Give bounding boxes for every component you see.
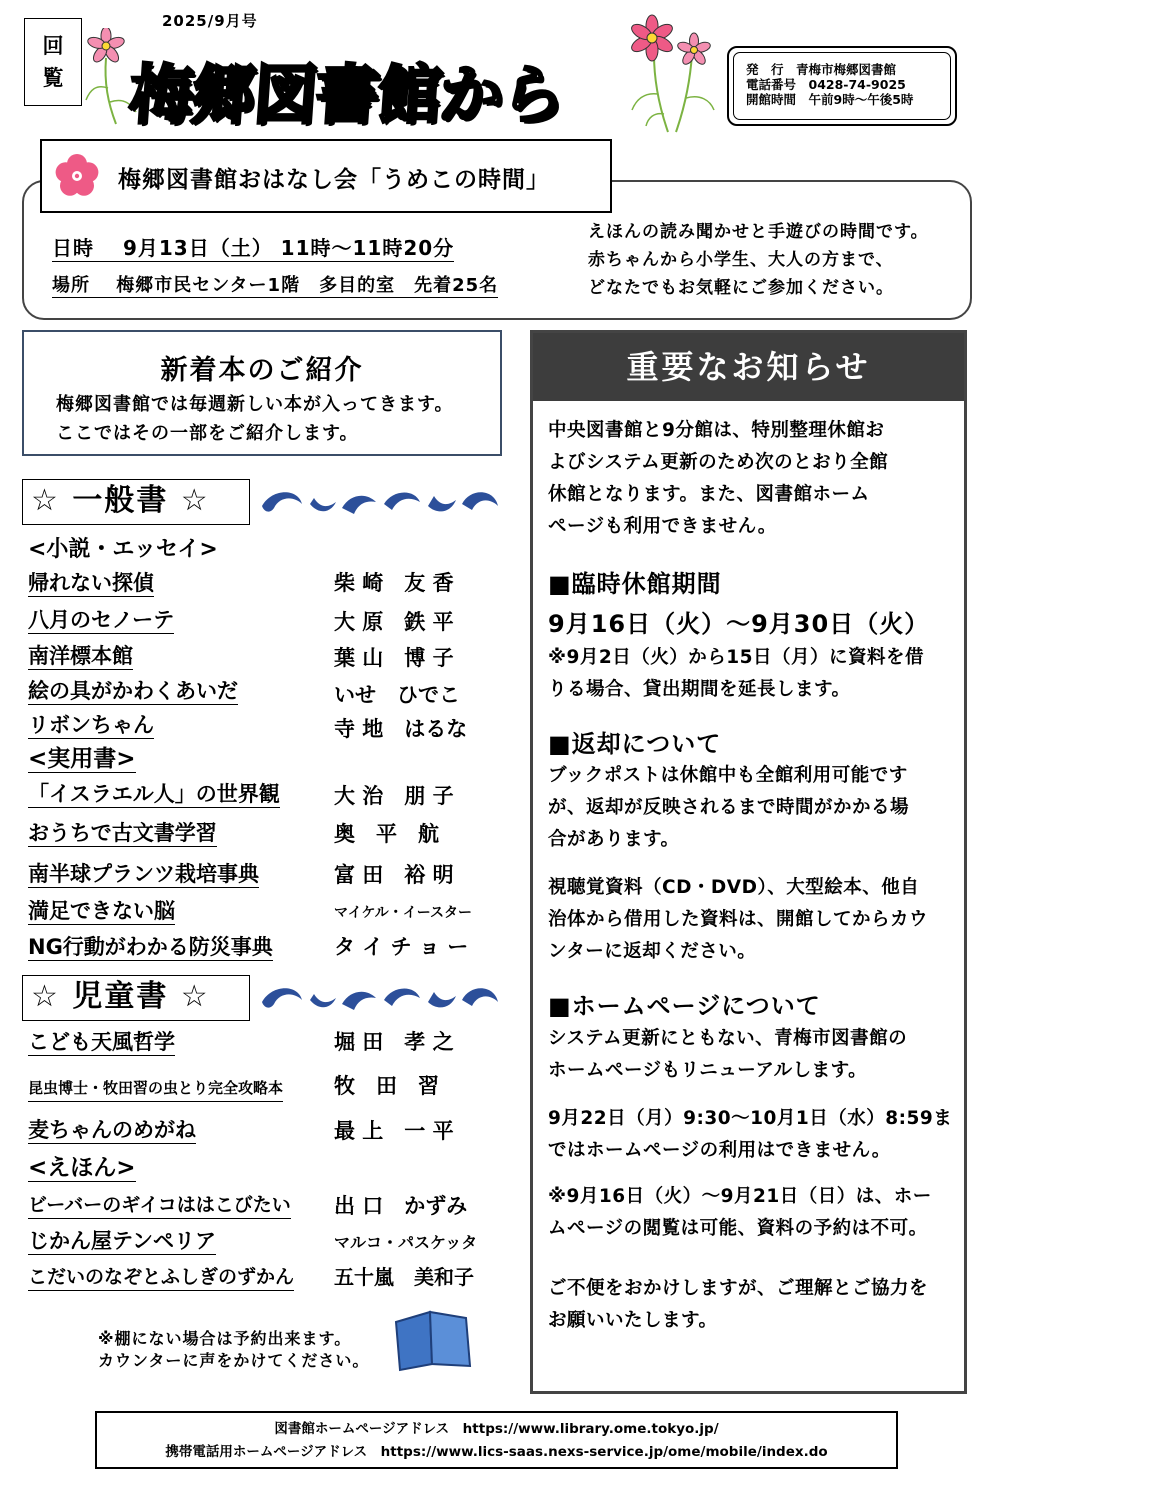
note-line: ※棚にない場合は予約出来ます。	[98, 1329, 352, 1348]
event-datetime: 日時 9月13日（土） 11時～11時20分	[52, 232, 454, 262]
publisher-info-box	[727, 46, 957, 126]
notice-line: ページも利用できません。	[548, 516, 777, 537]
notice-line: が、返却が反映されるまで時間がかかる場	[548, 797, 910, 818]
notice-line: ※9月2日（火）から15日（月）に資料を借	[548, 647, 924, 668]
cosmos-flower-right-illustration	[624, 14, 720, 134]
children-books-heading: ☆ 児童書 ☆	[22, 975, 250, 1021]
mobile-homepage-url[interactable]: 携帯電話用ホームページアドレス https://www.lics-saas.nexs-service.jp/ome/mobile/index.do	[165, 1444, 828, 1460]
book-author: 出 口 かずみ	[334, 1194, 468, 1218]
ornament-divider-icon	[258, 980, 502, 1020]
book-title: 満足できない脳	[28, 899, 175, 923]
notice-line: ムページの閲覧は可能、資料の予約は不可。	[548, 1218, 928, 1239]
book-author: 大 原 鉄 平	[334, 610, 454, 634]
event-desc-line: 赤ちゃんから小学生、大人の方まで、	[588, 250, 894, 270]
note-line: カウンターに声をかけてください。	[98, 1351, 370, 1370]
book-author: マルコ・パスケッタ	[334, 1233, 478, 1252]
notice-line: ではホームページの利用はできません。	[548, 1140, 891, 1161]
book-author: 寺 地 はるな	[334, 717, 468, 741]
return-paragraph-1	[548, 760, 909, 856]
new-books-box	[22, 330, 502, 456]
homepage-paragraph-1	[548, 1023, 907, 1087]
book-author: 柴 崎 友 香	[334, 571, 454, 595]
book-title: 昆虫博士・牧田習の虫とり完全攻略本	[28, 1075, 283, 1102]
book-title: 南半球プランツ栽培事典	[28, 862, 259, 886]
book-author: タ イ チ ョ ー	[334, 935, 469, 959]
event-place: 場所 梅郷市民センター1階 多目的室 先着25名	[52, 271, 498, 298]
homepage-paragraph-3	[548, 1181, 932, 1245]
notice-intro	[548, 415, 888, 543]
book-author: いせ ひでこ	[334, 683, 460, 707]
notice-line: 視聴覚資料（CD・DVD）、大型絵本、他自	[548, 877, 920, 898]
notice-line: システム更新にともない、青梅市図書館の	[548, 1028, 908, 1049]
book-title: こだいのなぞとふしぎのずかん	[28, 1264, 294, 1291]
notice-line: ブックポストは休館中も全館利用可能です	[548, 765, 908, 786]
book-title: NG行動がわかる防災事典	[28, 935, 273, 959]
book-title: 麦ちゃんのめがね	[28, 1118, 196, 1142]
footer-url-box	[95, 1411, 898, 1469]
notice-line: 中央図書館と9分館は、特別整理休館お	[548, 420, 885, 441]
book-title: リボンちゃん	[28, 713, 154, 737]
closure-heading: ■臨時休館期間	[548, 570, 722, 598]
book-author: 大 治 朋 子	[334, 784, 454, 808]
homepage-heading: ■ホームページについて	[548, 992, 821, 1020]
ornament-divider-icon	[258, 484, 502, 524]
event-desc-line: どなたでもお気軽にご参加ください。	[588, 278, 894, 298]
book-author: 最 上 一 平	[334, 1119, 454, 1143]
event-description	[588, 218, 929, 302]
ehon-category: <えほん>	[28, 1155, 136, 1181]
novel-category: <小説・エッセイ>	[28, 537, 218, 562]
closing-paragraph	[548, 1273, 928, 1337]
closure-dates: 9月16日（火）～9月30日（火）	[548, 610, 930, 638]
event-title-box	[40, 139, 612, 213]
kairan-char-1: 回	[42, 34, 64, 58]
book-title: 絵の具がかわくあいだ	[28, 679, 238, 703]
event-desc-line: えほんの読み聞かせと手遊びの時間です。	[588, 222, 929, 242]
open-book-icon	[390, 1308, 474, 1372]
notice-line: ホームページもリニューアルします。	[548, 1060, 868, 1081]
notice-line: ※9月16日（火）～9月21日（日）は、ホー	[548, 1186, 932, 1207]
book-title: おうちで古文書学習	[28, 821, 217, 845]
book-author: マイケル・イースター	[334, 905, 473, 921]
general-books-heading: ☆ 一般書 ☆	[22, 479, 250, 525]
notice-line: りる場合、貸出期間を延長します。	[548, 679, 851, 700]
newsletter-title: 梅郷図書館から	[126, 59, 567, 133]
book-title: 南洋標本館	[28, 644, 133, 668]
intro-line: 梅郷図書館では毎週新しい本が入ってきます。	[56, 394, 454, 415]
book-title: 帰れない探偵	[28, 571, 154, 595]
practical-category: <実用書>	[28, 746, 136, 772]
notice-line: よびシステム更新のため次のとおり全館	[548, 452, 889, 473]
book-author: 富 田 裕 明	[334, 863, 454, 887]
book-author: 堀 田 孝 之	[334, 1030, 454, 1054]
book-title: 「イスラエル人」の世界観	[28, 782, 280, 806]
notice-line: ご不便をおかけしますが、ご理解とご協力を	[548, 1278, 929, 1299]
return-paragraph-2	[548, 872, 928, 968]
homepage-url[interactable]: 図書館ホームページアドレス https://www.library.ome.tokyo.jp/	[274, 1421, 719, 1437]
publisher-line: 発 行 青梅市梅郷図書館	[746, 62, 897, 77]
book-author: 牧 田 習	[334, 1074, 439, 1098]
book-author: 奥 平 航	[334, 822, 439, 846]
notice-line: ンターに返却ください。	[548, 941, 757, 962]
notice-line: 9月22日（月）9:30～10月1日（水）8:59ま	[548, 1108, 953, 1129]
closure-note	[548, 642, 924, 706]
book-title: じかん屋テンペリア	[28, 1229, 216, 1253]
notice-line: 合があります。	[548, 829, 680, 850]
homepage-paragraph-2	[548, 1103, 952, 1167]
hours-line: 開館時間 午前9時～午後5時	[746, 92, 914, 107]
book-author: 五十嵐 美和子	[334, 1265, 474, 1289]
reservation-note	[98, 1328, 369, 1372]
event-title: 梅郷図書館おはなし会「うめこの時間」	[118, 167, 550, 193]
notice-line: 治体から借用した資料は、開館してからカウ	[548, 909, 929, 930]
book-title: こども天風哲学	[28, 1030, 175, 1054]
intro-line: ここではその一部をご紹介します。	[56, 423, 359, 444]
new-books-intro	[56, 390, 454, 448]
book-title: 八月のセノーテ	[28, 608, 175, 632]
plum-blossom-icon	[52, 151, 102, 201]
notice-line: お願いいたします。	[548, 1310, 718, 1331]
return-heading: ■返却について	[548, 730, 722, 758]
kairan-box	[24, 18, 82, 106]
notice-heading: 重要なお知らせ	[533, 333, 964, 401]
book-title: ビーバーのギイコははこびたい	[28, 1192, 291, 1219]
phone-line: 電話番号 0428-74-9025	[746, 77, 906, 92]
issue-label: 2025/9月号	[162, 12, 258, 30]
kairan-char-2: 覧	[42, 66, 64, 90]
book-author: 葉 山 博 子	[334, 646, 454, 670]
new-books-heading: 新着本のご紹介	[160, 355, 364, 386]
notice-line: 休館となります。また、図書館ホーム	[548, 484, 870, 505]
